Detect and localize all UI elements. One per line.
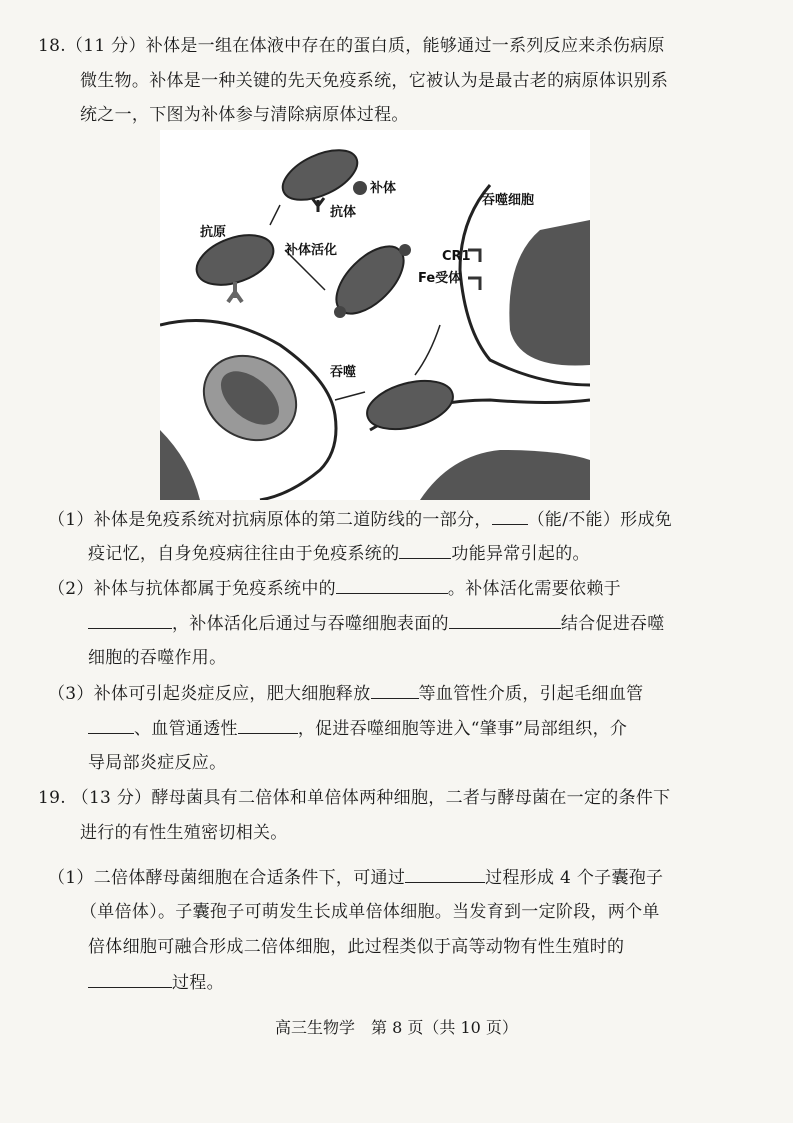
q18-sub2-text-a: （2）补体与抗体都属于免疫系统中的	[48, 579, 336, 599]
label-phagocytosis: 吞噬	[330, 365, 357, 380]
label-phagocyte: 吞噬细胞	[482, 193, 535, 208]
complement-diagram	[160, 130, 590, 500]
answer-blank[interactable]	[371, 682, 419, 699]
q19-stem-line-1: 19. （13 分）酵母菌具有二倍体和单倍体两种细胞，二者与酵母菌在一定的条件下	[38, 788, 671, 808]
q18-sub3-text-b: 等血管性介质，引起毛细血管	[418, 684, 644, 704]
answer-blank[interactable]	[238, 717, 298, 734]
label-antigen: 抗原	[200, 225, 227, 240]
q18-sub1-text-d: 功能异常引起的。	[451, 544, 590, 564]
q18-stem-line-2: 微生物。补体是一种关键的先天免疫系统，它被认为是最古老的病原体识别系	[80, 71, 669, 91]
label-fc-receptor: Fe受体	[418, 271, 462, 286]
answer-blank[interactable]	[405, 866, 485, 883]
q18-sub2-line-1	[48, 577, 621, 600]
activated-complement-2	[334, 306, 346, 318]
answer-blank[interactable]	[336, 577, 448, 594]
q18-sub3-text-c: 、血管通透性	[134, 719, 238, 739]
answer-blank[interactable]	[88, 612, 172, 629]
q18-sub2-text-b: 。补体活化需要依赖于	[447, 579, 621, 599]
answer-blank[interactable]	[88, 971, 172, 988]
q18-sub1-text-a: （1）补体是免疫系统对抗病原体的第二道防线的一部分，	[48, 510, 492, 530]
q18-stem-line-3: 统之一，下图为补体参与清除病原体过程。	[80, 105, 409, 125]
q18-sub3-line-1	[48, 682, 643, 705]
q18-sub3-line-3: 导局部炎症反应。	[88, 753, 227, 773]
label-antibody: 抗体	[330, 205, 357, 220]
q19-sub1-line-1	[48, 866, 663, 889]
q18-sub3-text-a: （3）补体可引起炎症反应，肥大细胞释放	[48, 684, 371, 704]
page-footer: 高三生物学 第 8 页（共 10 页）	[275, 1018, 518, 1037]
q18-sub2-text-d: 结合促进吞噬	[560, 614, 665, 634]
q18-sub2-line-2	[88, 612, 665, 635]
label-cr1: CR1	[442, 249, 471, 264]
q19-sub1-text-a: （1）二倍体酵母菌细胞在合适条件下，可通过	[48, 868, 406, 888]
q19-sub1-line-2: （单倍体）。子囊孢子可萌发生长成单倍体细胞。当发育到一定阶段，两个单	[80, 902, 660, 922]
q18-sub2-text-c: ，补体活化后通过与吞噬细胞表面的	[172, 614, 449, 634]
q18-sub1-line-2	[88, 542, 590, 565]
q18-sub3-line-2	[88, 717, 627, 740]
answer-blank[interactable]	[399, 542, 451, 559]
q18-sub1-line-1	[48, 508, 672, 531]
answer-blank[interactable]	[88, 717, 134, 734]
label-activation: 补体活化	[285, 243, 338, 258]
label-complement: 补体	[370, 181, 397, 196]
q19-sub1-line-4	[88, 971, 224, 994]
q19-sub1-text-e: 过程。	[172, 973, 224, 993]
answer-blank[interactable]	[449, 612, 561, 629]
answer-blank[interactable]	[492, 508, 528, 525]
complement-molecule	[353, 181, 367, 195]
q18-sub2-line-3: 细胞的吞噬作用。	[88, 648, 227, 668]
q18-sub3-text-d: ，促进吞噬细胞等进入“肇事”局部组织，介	[297, 719, 628, 739]
activated-complement-1	[399, 244, 411, 256]
q19-sub1-text-b: 过程形成 4 个子囊孢子	[485, 868, 664, 888]
q19-stem-line-2: 进行的有性生殖密切相关。	[80, 823, 288, 843]
q18-stem-line-1: 18.（11 分）补体是一组在体液中存在的蛋白质，能够通过一系列反应来杀伤病原	[38, 36, 665, 56]
q18-sub1-text-b: （能/不能）形成免	[527, 510, 673, 530]
q19-sub1-line-3: 倍体细胞可融合形成二倍体细胞，此过程类似于高等动物有性生殖时的	[88, 937, 625, 957]
q18-sub1-text-c: 疫记忆，自身免疫病往往由于免疫系统的	[88, 544, 400, 564]
